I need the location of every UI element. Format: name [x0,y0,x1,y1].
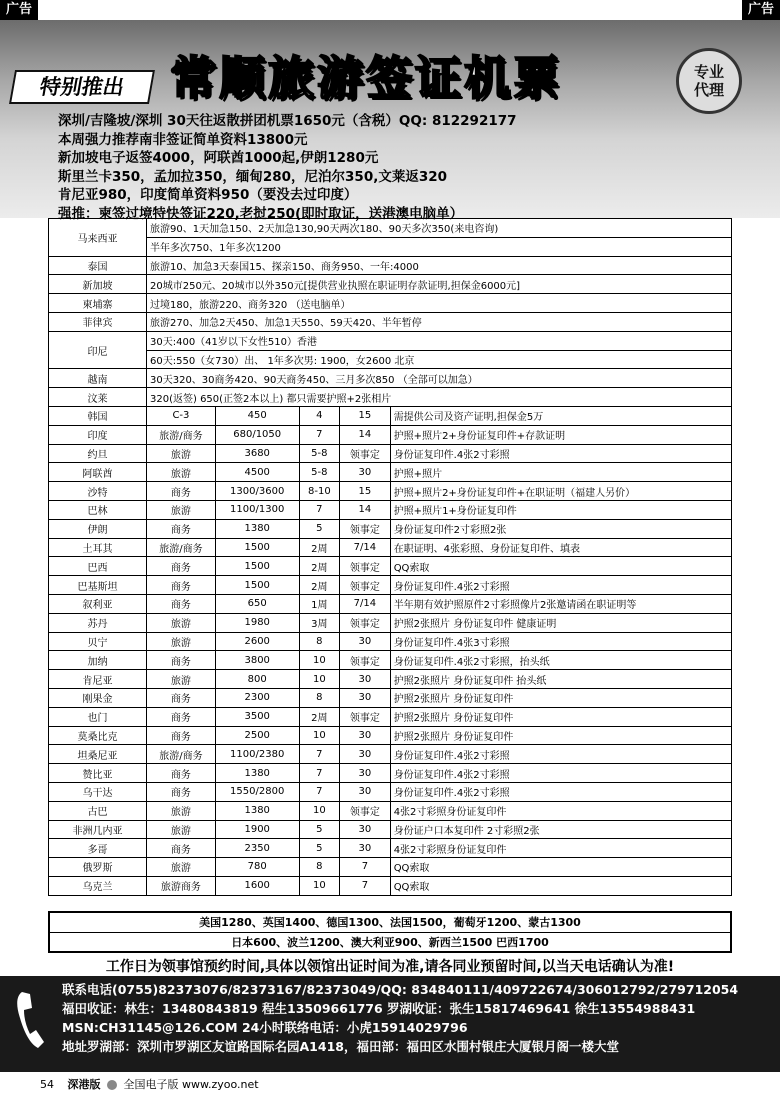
country-cell: 越南 [49,369,147,388]
days-cell: 7 [299,745,340,764]
validity-cell: 领事定 [340,444,391,463]
price-cell: 1380 [215,801,299,820]
materials-cell: 在职证明、4张彩照、身份证复印件、填表 [390,538,731,557]
validity-cell: 7 [340,876,391,895]
table-row [49,764,732,783]
price-cell: 800 [215,670,299,689]
table-row [49,801,732,820]
materials-cell: 护照+照片1+身份证复印件 [390,500,731,519]
type-cell: 旅游 [147,500,216,519]
validity-cell: 30 [340,632,391,651]
price-cell: 2600 [215,632,299,651]
price-cell: 1100/1300 [215,500,299,519]
materials-cell: 身份证户口本复印件 2寸彩照2张 [390,820,731,839]
desc-cell: 旅游10、加急3天泰国15、探亲150、商务950、一年:4000 [147,256,732,275]
type-cell: 旅游/商务 [147,425,216,444]
price-cell: 780 [215,858,299,877]
desc-cell: 30天:400（41岁以下女性510）香港 [147,331,732,350]
days-cell: 7 [299,782,340,801]
validity-cell: 7/14 [340,538,391,557]
price-cell: 1980 [215,613,299,632]
other-countries-line: 日本600、波兰1200、澳大利亚900、新西兰1500 巴西1700 [231,936,549,949]
type-cell: 旅游 [147,444,216,463]
promo-line: 本周强力推荐南非签证简单资料13800元 [58,131,308,148]
work-day-notice: 工作日为领事馆预约时间,具体以领馆出证时间为准,请各同业预留时间,以当天电话确认为准! [105,959,675,975]
materials-cell: 身份证复印件.4张3寸彩照 [390,632,731,651]
table-row [49,237,732,256]
price-cell: 680/1050 [215,425,299,444]
desc-cell: 过境180，旅游220、商务320 （送电脑单） [147,294,732,313]
page-title: 常顺旅游签证机票 [170,51,562,105]
price-cell: 3500 [215,707,299,726]
type-cell: 旅游 [147,670,216,689]
table-row [49,726,732,745]
validity-cell: 30 [340,764,391,783]
country-cell: 赞比亚 [49,764,147,783]
country-cell: 莫桑比克 [49,726,147,745]
professional-agent-seal: 专业代理 [676,48,742,114]
country-cell: 多哥 [49,839,147,858]
table-row [49,820,732,839]
materials-cell: 护照2张照片 身份证复印件 [390,707,731,726]
country-cell: 乌克兰 [49,876,147,895]
validity-cell: 15 [340,482,391,501]
days-cell: 10 [299,651,340,670]
country-cell: 阿联酋 [49,463,147,482]
type-cell: C-3 [147,406,216,425]
table-row [49,858,732,877]
days-cell: 2周 [299,538,340,557]
table-row [49,256,732,275]
days-cell: 10 [299,670,340,689]
type-cell: 商务 [147,557,216,576]
materials-cell: 4张2寸彩照身份证复印件 [390,801,731,820]
country-cell: 巴基斯坦 [49,576,147,595]
days-cell: 4 [299,406,340,425]
type-cell: 旅游/商务 [147,538,216,557]
validity-cell: 7 [340,858,391,877]
desc-cell: 半年多次750、1年多次1200 [147,237,732,256]
country-cell: 印度 [49,425,147,444]
table-row [49,482,732,501]
materials-cell: 护照+照片 [390,463,731,482]
type-cell: 旅游 [147,632,216,651]
materials-cell: 护照2张照片 身份证复印件 抬头纸 [390,670,731,689]
country-cell: 苏丹 [49,613,147,632]
country-cell: 柬埔寨 [49,294,147,313]
days-cell: 10 [299,876,340,895]
country-cell: 泰国 [49,256,147,275]
table-row [49,538,732,557]
country-cell: 约旦 [49,444,147,463]
table-row [49,745,732,764]
type-cell: 商务 [147,519,216,538]
visa-price-table [48,218,732,896]
materials-cell: 身份证复印件.4张2寸彩照 [390,745,731,764]
days-cell: 2周 [299,576,340,595]
country-cell: 乌干达 [49,782,147,801]
validity-cell: 14 [340,425,391,444]
table-row [49,782,732,801]
table-row [49,369,732,388]
validity-cell: 14 [340,500,391,519]
type-cell: 旅游 [147,801,216,820]
header-banner [0,20,780,222]
type-cell: 商务 [147,764,216,783]
materials-cell: 护照2张照片 身份证复印件 [390,726,731,745]
contact-section [0,976,780,1072]
price-cell: 1900 [215,820,299,839]
price-cell: 1500 [215,576,299,595]
price-cell: 3680 [215,444,299,463]
country-cell: 加纳 [49,651,147,670]
promo-line: 新加坡电子返签4000，阿联酋1000起,伊朗1280元 [58,150,379,166]
validity-cell: 领事定 [340,801,391,820]
type-cell: 商务 [147,726,216,745]
validity-cell: 30 [340,745,391,764]
validity-cell: 7/14 [340,594,391,613]
type-cell: 商务 [147,482,216,501]
materials-cell: 身份证复印件.4张2寸彩照 [390,782,731,801]
price-cell: 1380 [215,519,299,538]
price-cell: 1550/2800 [215,782,299,801]
materials-cell: 身份证复印件.4张2寸彩照 [390,444,731,463]
type-cell: 商务 [147,688,216,707]
days-cell: 8 [299,858,340,877]
validity-cell: 领事定 [340,651,391,670]
type-cell: 旅游 [147,820,216,839]
type-cell: 旅游商务 [147,876,216,895]
materials-cell: 身份证复印件2寸彩照2张 [390,519,731,538]
table-row [49,219,732,238]
table-row [49,688,732,707]
page-number: 54 [40,1078,54,1091]
days-cell: 1周 [299,594,340,613]
validity-cell: 领事定 [340,519,391,538]
validity-cell: 领事定 [340,613,391,632]
validity-cell: 30 [340,726,391,745]
days-cell: 7 [299,764,340,783]
materials-cell: 需提供公司及资产证明,担保金5万 [390,406,731,425]
validity-cell: 领事定 [340,557,391,576]
promo-line: 肯尼亚980，印度简单资料950（要没去过印度） [58,187,358,203]
materials-cell: 4张2寸彩照身份证复印件 [390,839,731,858]
table-row [49,350,732,369]
country-cell: 新加坡 [49,275,147,294]
desc-cell: 320(返签) 650(正签2本以上) 都只需要护照+2张相片 [147,388,732,407]
days-cell: 10 [299,801,340,820]
desc-cell: 60天:550（女730）出、 1年多次男: 1900，女2600 北京 [147,350,732,369]
country-cell: 菲律宾 [49,312,147,331]
materials-cell: 护照+照片2+身份证复印件+存款证明 [390,425,731,444]
type-cell: 商务 [147,707,216,726]
validity-cell: 30 [340,670,391,689]
days-cell: 7 [299,425,340,444]
materials-cell: 护照+照片2+身份证复印件+在职证明（福建人另价） [390,482,731,501]
materials-cell: 护照2张照片 身份证复印件 健康证明 [390,613,731,632]
table-row [49,331,732,350]
desc-cell: 旅游90、1天加急150、2天加急130,90天两次180、90天多次350(来电咨询) [147,219,732,238]
country-cell: 沙特 [49,482,147,501]
days-cell: 2周 [299,557,340,576]
country-cell: 印尼 [49,331,147,369]
type-cell: 商务 [147,839,216,858]
country-cell: 也门 [49,707,147,726]
price-cell: 1100/2380 [215,745,299,764]
table-row [49,557,732,576]
validity-cell: 30 [340,688,391,707]
price-cell: 1300/3600 [215,482,299,501]
promo-line: 斯里兰卡350，孟加拉350，缅甸280，尼泊尔350,文莱返320 [58,168,448,185]
desc-cell: 30天320、30商务420、90天商务450、三月多次850 （全部可以加急） [147,369,732,388]
table-row [49,876,732,895]
contact-line: 地址罗湖部：深圳市罗湖区友谊路国际名园A1418，福田部：福田区水围村银庄大厦银月阁一楼大堂 [62,1039,619,1054]
promo-list [58,112,517,223]
materials-cell: 护照2张照片 身份证复印件 [390,688,731,707]
validity-cell: 15 [340,406,391,425]
contact-line: 福田收证：林生：13480843819 程生13509661776 罗湖收证：张生15817469641 徐生13554988431 [62,1001,696,1016]
type-cell: 商务 [147,594,216,613]
table-row [49,275,732,294]
country-cell: 坦桑尼亚 [49,745,147,764]
materials-cell: 身份证复印件.4张2寸彩照 [390,576,731,595]
table-row [49,632,732,651]
days-cell: 5 [299,820,340,839]
type-cell: 旅游/商务 [147,745,216,764]
country-cell: 非洲几内亚 [49,820,147,839]
country-cell: 肯尼亚 [49,670,147,689]
country-cell: 叙利亚 [49,594,147,613]
price-cell: 1380 [215,764,299,783]
type-cell: 旅游 [147,613,216,632]
promo-line: 强推：柬签过境特快签证220,老挝250(即时取证，送港澳电脑单） [58,205,464,222]
country-cell: 土耳其 [49,538,147,557]
table-row [49,707,732,726]
table-row [49,294,732,313]
desc-cell: 20城市250元、20城市以外350元[提供营业执照在职证明存款证明,担保金6000元] [147,275,732,294]
table-row [49,444,732,463]
price-cell: 1500 [215,538,299,557]
days-cell: 8 [299,688,340,707]
table-row [49,312,732,331]
validity-cell: 30 [340,820,391,839]
contact-line: MSN:CH31145@126.COM 24小时联络电话：小虎15914029796 [62,1020,468,1035]
price-cell: 2350 [215,839,299,858]
days-cell: 3周 [299,613,340,632]
desc-cell: 旅游270、加急2天450、加急1天550、59天420、半年暂停 [147,312,732,331]
materials-cell: 身份证复印件.4张2寸彩照，抬头纸 [390,651,731,670]
price-cell: 1500 [215,557,299,576]
type-cell: 商务 [147,576,216,595]
special-offer-banner: 特别推出 [9,70,155,104]
country-cell: 汶莱 [49,388,147,407]
days-cell: 8 [299,632,340,651]
days-cell: 5 [299,839,340,858]
days-cell: 7 [299,500,340,519]
contact-line: 联系电话(0755)82373076/82373167/82373049/QQ: 834840111/409722674/306012792/279712054 [62,982,739,997]
table-row [49,406,732,425]
table-row [49,500,732,519]
country-cell: 俄罗斯 [49,858,147,877]
logo-icon [107,1080,117,1090]
country-cell: 伊朗 [49,519,147,538]
table-row [49,425,732,444]
country-cell: 刚果金 [49,688,147,707]
country-cell: 巴西 [49,557,147,576]
country-cell: 马来西亚 [49,219,147,257]
promo-line: 深圳/吉隆坡/深圳 30天往返散拼团机票1650元（含税）QQ: 812292177 [58,113,517,129]
days-cell: 8-10 [299,482,340,501]
type-cell: 商务 [147,782,216,801]
price-cell: 2300 [215,688,299,707]
site-label: 全国电子版 www.zyoo.net [123,1078,259,1091]
materials-cell: QQ索取 [390,876,731,895]
validity-cell: 领事定 [340,576,391,595]
country-cell: 巴林 [49,500,147,519]
materials-cell: 身份证复印件.4张2寸彩照 [390,764,731,783]
table-row [49,839,732,858]
validity-cell: 30 [340,839,391,858]
validity-cell: 30 [340,463,391,482]
days-cell: 5-8 [299,444,340,463]
days-cell: 10 [299,726,340,745]
table-row [49,388,732,407]
days-cell: 2周 [299,707,340,726]
table-row [49,576,732,595]
price-cell: 2500 [215,726,299,745]
table-row [49,519,732,538]
other-countries-box [48,911,732,953]
type-cell: 旅游 [147,858,216,877]
other-countries-line: 美国1280、英国1400、德国1300、法国1500，葡萄牙1200、蒙古1300 [50,913,730,933]
materials-cell: QQ索取 [390,557,731,576]
footer [40,1076,259,1092]
price-cell: 4500 [215,463,299,482]
ad-label-right: 广告 [742,0,780,20]
type-cell: 商务 [147,651,216,670]
table-row [49,651,732,670]
phone-icon [14,988,50,1052]
type-cell: 旅游 [147,463,216,482]
country-cell: 贝宁 [49,632,147,651]
days-cell: 5 [299,519,340,538]
materials-cell: 半年期有效护照原件2寸彩照像片2张邀请函在职证明等 [390,594,731,613]
price-cell: 450 [215,406,299,425]
days-cell: 5-8 [299,463,340,482]
price-cell: 1600 [215,876,299,895]
table-row [49,594,732,613]
validity-cell: 领事定 [340,707,391,726]
table-row [49,463,732,482]
materials-cell: QQ索取 [390,858,731,877]
price-cell: 650 [215,594,299,613]
table-row [49,613,732,632]
validity-cell: 30 [340,782,391,801]
table-row [49,670,732,689]
price-cell: 3800 [215,651,299,670]
country-cell: 韩国 [49,406,147,425]
country-cell: 古巴 [49,801,147,820]
ad-label-left: 广告 [0,0,38,20]
edition-label: 深港版 [67,1078,101,1091]
